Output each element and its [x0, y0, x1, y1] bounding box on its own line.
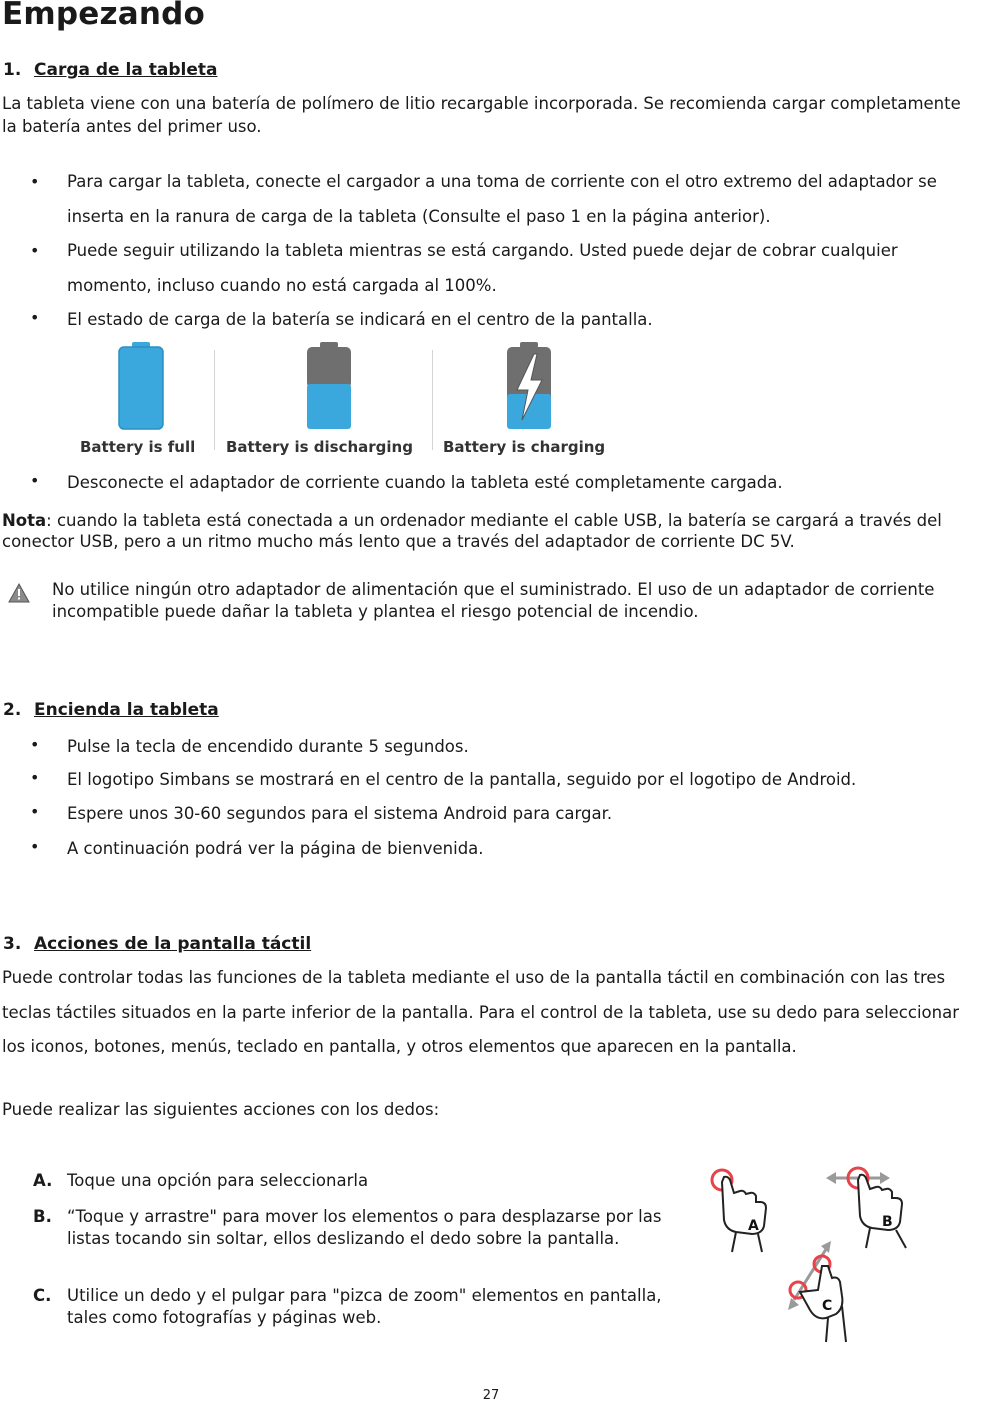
battery-charging-icon [504, 342, 554, 432]
section-2-number: 2. [3, 700, 22, 720]
page-title: Empezando [2, 0, 206, 32]
section-2-bullet-3 [30, 802, 975, 826]
battery-discharging-icon [304, 342, 354, 432]
action-c-key: C. [33, 1286, 52, 1305]
bullet-text: Puede seguir utilizando la tableta mientras se está cargando. Usted puede dejar de cobrar cualquier momento, incluso cuando no está cargada al 100%. [67, 241, 898, 295]
battery-discharging-panel [220, 338, 430, 464]
bullet-dot: • [30, 241, 40, 260]
battery-status-figure [72, 338, 620, 464]
section-1-intro: La tableta viene con una batería de polímero de litio recargable incorporada. Se recomienda cargar completamente la batería antes del primer uso. [2, 94, 961, 136]
battery-discharging-label: Battery is discharging [226, 438, 413, 456]
divider [432, 350, 433, 450]
battery-charging-panel [438, 338, 620, 464]
action-b-text: “Toque y arrastre" para mover los elementos o para desplazarse por las listas tocando sin soltar, ellos deslizando el dedo sobre la pantalla. [67, 1207, 662, 1248]
action-a [30, 1170, 690, 1192]
section-3-title: Acciones de la pantalla táctil [34, 934, 312, 954]
warning-text: No utilice ningún otro adaptador de alimentación que el suministrado. El uso de un adaptador de corriente incompatible puede dañar la tableta y plantea el riesgo potencial de incendio. [52, 580, 935, 621]
section-2-bullet-4 [30, 837, 975, 861]
section-2-title: Encienda la tableta [34, 700, 219, 720]
action-c-text: Utilice un dedo y el pulgar para "pizca de zoom" elementos en pantalla, tales como fotografías y páginas web. [67, 1286, 662, 1327]
battery-full-panel [72, 338, 212, 464]
section-1-title: Carga de la tableta [34, 60, 218, 80]
action-c [30, 1285, 690, 1329]
bullet-dot: • [30, 471, 40, 490]
pinch-gesture-icon [788, 1241, 846, 1342]
gesture-label-b: B [882, 1214, 893, 1230]
bullet-dot: • [30, 172, 40, 191]
section-2-bullet-1 [30, 735, 975, 759]
section-1-bullet-3 [30, 308, 975, 332]
note-label: Nota [2, 511, 47, 530]
bullet-dot: • [30, 308, 40, 327]
battery-full-icon [116, 342, 166, 432]
section-1-bullet-4 [30, 471, 975, 495]
drag-gesture-icon [826, 1168, 906, 1248]
bullet-dot: • [30, 837, 40, 856]
section-1-number: 1. [3, 60, 22, 80]
bullet-text: Desconecte el adaptador de corriente cuando la tableta esté completamente cargada. [67, 473, 783, 492]
note-paragraph [2, 510, 977, 552]
section-3-lead: Puede realizar las siguientes acciones con los dedos: [2, 1100, 440, 1119]
bullet-text: A continuación podrá ver la página de bienvenida. [67, 839, 484, 858]
battery-full-label: Battery is full [80, 438, 196, 456]
bullet-dot: • [30, 735, 40, 754]
section-3-intro: Puede controlar todas las funciones de la tableta mediante el uso de la pantalla táctil en combinación con las tres teclas táctiles situados en la parte inferior de la pantalla. Para el control de la tableta, use su dedo para seleccionar los iconos, botones, menús, teclado en pantalla, y otros elementos que aparecen en la pantalla. [2, 968, 959, 1056]
action-b-key: B. [33, 1207, 52, 1226]
battery-charging-label: Battery is charging [443, 438, 606, 456]
gesture-label-c: C [822, 1298, 833, 1314]
touch-gestures-illustration [700, 1160, 930, 1350]
bullet-text: Pulse la tecla de encendido durante 5 segundos. [67, 737, 469, 756]
section-2-bullet-2 [30, 768, 975, 792]
bullet-dot: • [30, 802, 40, 821]
bullet-dot: • [30, 768, 40, 787]
page-number: 27 [482, 1388, 500, 1403]
section-3-number: 3. [3, 934, 22, 954]
divider [214, 350, 215, 450]
section-1-heading [3, 60, 217, 80]
section-3-heading [3, 934, 311, 954]
section-1-bullet-1 [30, 164, 975, 234]
note-text: : cuando la tableta está conectada a un ordenador mediante el cable USB, la batería se cargará a través del conector USB, pero a un ritmo mucho más lento que a través del adaptador de corriente DC 5V. [2, 511, 942, 551]
action-b [30, 1206, 690, 1250]
action-a-key: A. [33, 1171, 53, 1190]
section-2-heading [3, 700, 219, 720]
warning-icon [8, 583, 30, 603]
bullet-text: Para cargar la tableta, conecte el cargador a una toma de corriente con el otro extremo del adaptador se inserta en la ranura de carga de la tableta (Consulte el paso 1 en la página anterior). [67, 172, 937, 226]
tap-gesture-icon [712, 1170, 766, 1252]
bullet-text: Espere unos 30-60 segundos para el sistema Android para cargar. [67, 804, 613, 823]
bullet-text: El logotipo Simbans se mostrará en el centro de la pantalla, seguido por el logotipo de Android. [67, 770, 857, 789]
gesture-label-a: A [748, 1218, 759, 1234]
section-1-bullet-2 [30, 233, 975, 303]
bullet-text: El estado de carga de la batería se indicará en el centro de la pantalla. [67, 310, 653, 329]
action-a-text: Toque una opción para seleccionarla [67, 1171, 369, 1190]
